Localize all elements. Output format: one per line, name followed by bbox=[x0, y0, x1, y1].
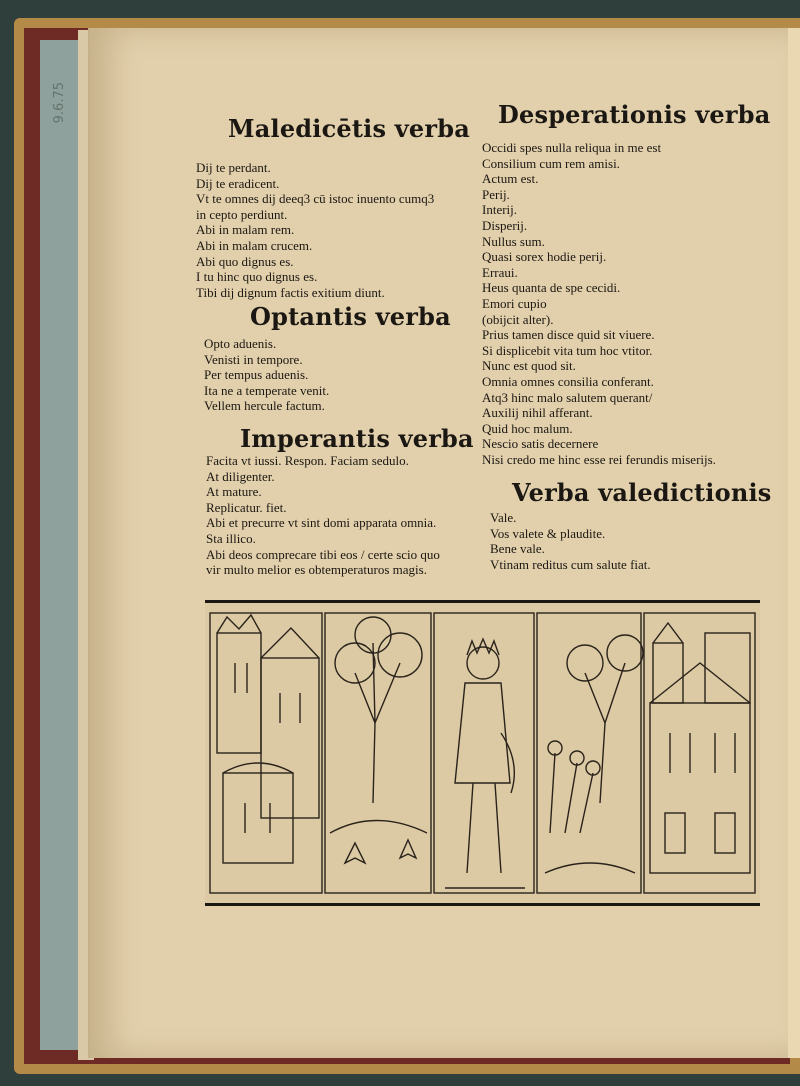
text-line: Auxilij nihil afferant. bbox=[482, 405, 593, 421]
text-line: Emori cupio bbox=[482, 295, 547, 311]
text-line: Heus quanta de spe cecidi. bbox=[482, 280, 621, 296]
text-line: Dij te perdant. bbox=[196, 160, 271, 175]
text-line: Vale. bbox=[490, 510, 517, 525]
pencil-margin-note: 9.6.75 bbox=[52, 82, 67, 124]
maledicentis-lines bbox=[196, 160, 434, 300]
text-line: Abi deos comprecare tibi eos / certe scio quo bbox=[206, 546, 440, 562]
text-line: Abi in malam rem. bbox=[196, 222, 295, 238]
text-line: Nunc est quod sit. bbox=[482, 358, 576, 374]
text-line: Abi quo dignus es. bbox=[196, 253, 294, 269]
text-line: in cepto perdiunt. bbox=[196, 206, 288, 222]
text-line: Tibi dij dignum factis exitium diunt. bbox=[196, 284, 385, 300]
heading-valedictionis: Verba valedictionis bbox=[512, 478, 772, 507]
text-line: Erraui. bbox=[482, 264, 518, 280]
heading-optantis: Optantis verba bbox=[250, 302, 451, 331]
optantis-lines bbox=[204, 336, 329, 414]
text-line: Nullus sum. bbox=[482, 233, 545, 249]
text-line: At diligenter. bbox=[206, 468, 275, 484]
heading-desperationis: Desperationis verba bbox=[498, 100, 771, 129]
text-line: Ita ne a temperate venit. bbox=[204, 382, 330, 398]
text-line: Atq3 hinc malo salutem querant/ bbox=[482, 389, 653, 405]
text-line: vir multo melior es obtemperaturos magis. bbox=[206, 562, 427, 578]
text-line: Omnia omnes consilia conferant. bbox=[482, 373, 654, 389]
woodcut-svg bbox=[205, 603, 760, 903]
text-line: At mature. bbox=[206, 484, 262, 500]
desperationis-lines bbox=[482, 140, 716, 467]
text-line: Quasi sorex hodie perij. bbox=[482, 249, 607, 265]
text-line: Bene vale. bbox=[490, 541, 545, 557]
text-line: Facita vt iussi. Respon. Faciam sedulo. bbox=[206, 453, 409, 468]
text-line: Interij. bbox=[482, 202, 518, 218]
text-line: Nisi credo me hinc esse rei ferundis miserijs. bbox=[482, 451, 716, 467]
text-line: Quid hoc malum. bbox=[482, 420, 573, 436]
text-line: Vtinam reditus cum salute fiat. bbox=[490, 556, 651, 572]
text-line: I tu hinc quo dignus es. bbox=[196, 269, 318, 285]
text-line: Per tempus aduenis. bbox=[204, 367, 309, 383]
woodcut-illustration bbox=[205, 600, 760, 906]
text-line: Si displicebit vita tum hoc vtitor. bbox=[482, 342, 653, 358]
page-edge-right bbox=[788, 28, 800, 1058]
valedictionis-lines bbox=[490, 510, 651, 572]
text-line: Vos valete & plaudite. bbox=[490, 525, 606, 541]
text-line: Consilium cum rem amisi. bbox=[482, 155, 620, 171]
text-line: (obijcit alter). bbox=[482, 311, 554, 327]
text-line: Nescio satis decernere bbox=[482, 436, 599, 452]
text-line: Abi et precurre vt sint domi apparata omnia. bbox=[206, 515, 437, 531]
text-line: Dij te eradicent. bbox=[196, 175, 280, 191]
text-line: Disperij. bbox=[482, 217, 528, 233]
heading-imperantis: Imperantis verba bbox=[240, 424, 474, 453]
text-line: Actum est. bbox=[482, 171, 539, 187]
text-line: Replicatur. fiet. bbox=[206, 499, 287, 515]
text-line: Sta illico. bbox=[206, 530, 256, 546]
text-line: Opto aduenis. bbox=[204, 336, 277, 351]
text-line: Vellem hercule factum. bbox=[204, 398, 325, 414]
text-line: Vt te omnes dij deeq3 cū istoc inuento cumq3 bbox=[196, 191, 435, 207]
text-line: Venisti in tempore. bbox=[204, 351, 303, 367]
text-line: Abi in malam crucem. bbox=[196, 237, 313, 253]
text-line: Prius tamen disce quid sit viuere. bbox=[482, 327, 655, 343]
text-line: Perij. bbox=[482, 186, 510, 202]
heading-maledicentis: Maledicētis verba bbox=[228, 114, 470, 143]
imperantis-lines bbox=[206, 453, 440, 578]
text-line: Occidi spes nulla reliqua in me est bbox=[482, 140, 662, 155]
